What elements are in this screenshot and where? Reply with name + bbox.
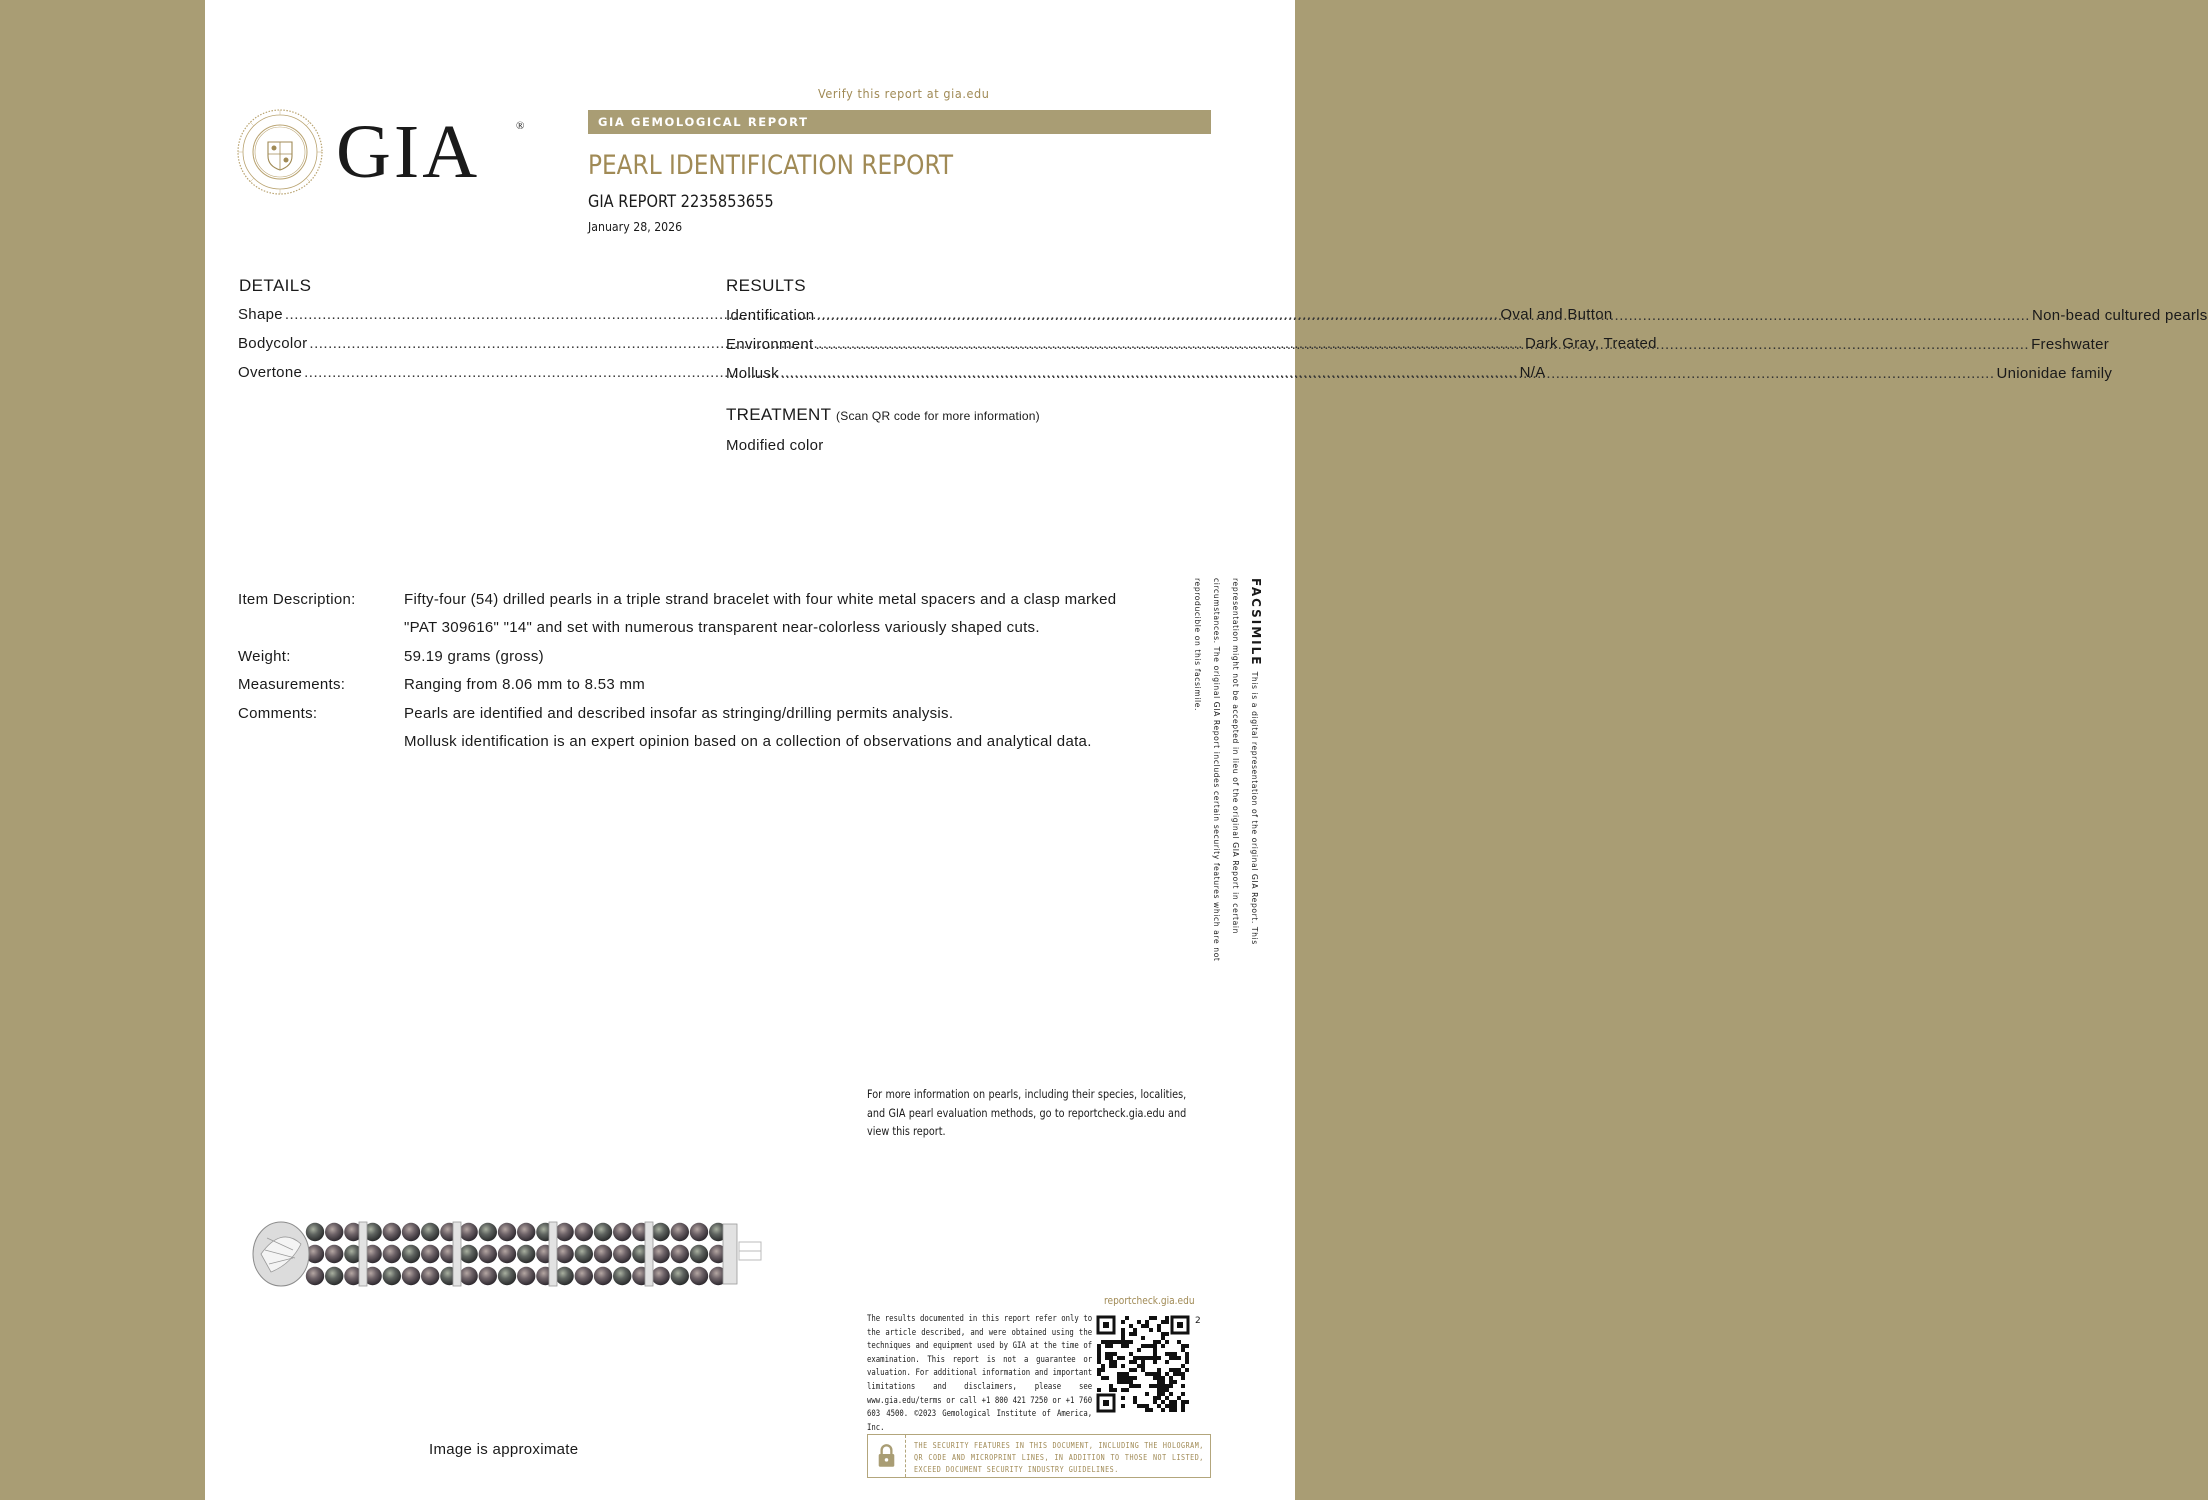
qr-module	[1117, 1340, 1121, 1344]
qr-module	[1121, 1364, 1125, 1368]
qr-module	[1153, 1384, 1157, 1388]
pearl	[671, 1245, 689, 1263]
pearl	[459, 1267, 477, 1285]
gia-seal-icon	[236, 108, 324, 196]
qr-module	[1145, 1392, 1149, 1396]
qr-module	[1121, 1356, 1125, 1360]
pearl	[325, 1267, 343, 1285]
qr-module	[1105, 1356, 1109, 1360]
pearl	[613, 1223, 631, 1241]
qr-module	[1141, 1356, 1145, 1360]
qr-module	[1097, 1388, 1101, 1392]
qr-module	[1121, 1340, 1125, 1344]
qr-module	[1109, 1388, 1113, 1392]
qr-module	[1121, 1332, 1125, 1336]
item-description-label: Item Description:	[238, 591, 356, 608]
qr-module	[1161, 1344, 1165, 1348]
qr-module	[1157, 1328, 1161, 1332]
qr-module	[1117, 1380, 1121, 1384]
pearl	[651, 1245, 669, 1263]
qr-module	[1109, 1352, 1113, 1356]
qr-module	[1109, 1384, 1113, 1388]
qr-module	[1161, 1392, 1165, 1396]
qr-module	[1157, 1380, 1161, 1384]
qr-module	[1133, 1384, 1137, 1388]
qr-module	[1165, 1316, 1169, 1320]
qr-module	[1133, 1368, 1137, 1372]
pearl	[498, 1267, 516, 1285]
qr-module	[1165, 1352, 1169, 1356]
qr-module	[1157, 1368, 1161, 1372]
qr-module	[1149, 1316, 1153, 1320]
result-value: Non-bead cultured pearls	[2031, 307, 2208, 324]
qr-module	[1181, 1376, 1185, 1380]
qr-module	[1153, 1352, 1157, 1356]
report-type-band: GIA GEMOLOGICAL REPORT	[588, 110, 1211, 134]
qr-module	[1145, 1324, 1149, 1328]
treatment-heading	[726, 405, 1040, 425]
measurements-label: Measurements:	[238, 676, 346, 693]
qr-module	[1161, 1384, 1165, 1388]
item-description-line2: "PAT 309616" "14" and set with numerous transparent near-colorless variously shaped cuts.	[404, 619, 1040, 636]
pearl	[459, 1245, 477, 1263]
qr-module	[1149, 1356, 1153, 1360]
qr-module	[1141, 1336, 1145, 1340]
gia-logo	[236, 108, 525, 198]
qr-module	[1157, 1324, 1161, 1328]
qr-module	[1161, 1408, 1165, 1412]
qr-module	[1165, 1360, 1169, 1364]
report-page	[205, 0, 2208, 1500]
qr-module	[1097, 1356, 1101, 1360]
qr-module	[1113, 1364, 1117, 1368]
qr-module	[1181, 1344, 1185, 1348]
qr-module	[1185, 1356, 1189, 1360]
result-label: Environment	[726, 336, 814, 353]
qr-module	[1137, 1404, 1141, 1408]
pearl	[306, 1223, 324, 1241]
qr-module	[1173, 1408, 1177, 1412]
qr-module	[1169, 1356, 1173, 1360]
qr-module	[1105, 1340, 1109, 1344]
qr-module	[1141, 1324, 1145, 1328]
result-value: Unionidae family	[1996, 365, 2113, 382]
qr-module	[1145, 1320, 1149, 1324]
qr-module	[1125, 1340, 1129, 1344]
qr-module	[1137, 1384, 1141, 1388]
qr-module	[1173, 1356, 1177, 1360]
qr-module	[1177, 1372, 1181, 1376]
pearl	[517, 1245, 535, 1263]
item-description-line1: Fifty-four (54) drilled pearls in a triple strand bracelet with four white metal spacers and a clasp marked	[404, 591, 1117, 608]
qr-module	[1173, 1372, 1177, 1376]
qr-module	[1137, 1364, 1141, 1368]
qr-module	[1185, 1368, 1189, 1372]
pearl	[498, 1223, 516, 1241]
qr-module	[1109, 1364, 1113, 1368]
qr-module	[1181, 1400, 1185, 1404]
qr-module	[1121, 1372, 1125, 1376]
pearl	[594, 1223, 612, 1241]
qr-module	[1169, 1384, 1173, 1388]
dot-leader	[816, 336, 2030, 353]
qr-module	[1181, 1408, 1185, 1412]
security-text: THE SECURITY FEATURES IN THIS DOCUMENT, INCLUDING THE HOLOGRAM, QR CODE AND MICROPRINT LINES, IN ADDITION TO THOSE NOT LISTED, EXCEED DOCUMENT SECURITY INDUSTRY GUIDELINES.	[914, 1441, 1204, 1474]
qr-module	[1181, 1364, 1185, 1368]
qr-module	[1153, 1372, 1157, 1376]
result-label: Mollusk	[726, 365, 779, 382]
comments-line2: Mollusk identification is an expert opinion based on a collection of observations and analytical data.	[404, 733, 1092, 750]
qr-module	[1113, 1360, 1117, 1364]
pearl	[325, 1245, 343, 1263]
report-date: January 28, 2026	[588, 219, 683, 234]
qr-module	[1169, 1404, 1173, 1408]
qr-module	[1121, 1404, 1125, 1408]
qr-module	[1165, 1340, 1169, 1344]
gia-wordmark: GIA	[336, 110, 481, 194]
qr-module	[1157, 1340, 1161, 1344]
qr-module	[1177, 1356, 1181, 1360]
qr-module	[1097, 1352, 1101, 1356]
detail-value: Oval and Button	[1500, 306, 1613, 323]
qr-module	[1133, 1356, 1137, 1360]
qr-module	[1133, 1360, 1137, 1364]
qr-module	[1153, 1316, 1157, 1320]
pearl	[555, 1245, 573, 1263]
qr-module	[1097, 1344, 1101, 1348]
qr-module	[1169, 1380, 1173, 1384]
qr-module	[1101, 1340, 1105, 1344]
weight-value: 59.19 grams (gross)	[404, 648, 544, 665]
weight-label: Weight:	[238, 648, 291, 665]
qr-module	[1105, 1344, 1109, 1348]
qr-module	[1157, 1356, 1161, 1360]
qr-module	[1121, 1388, 1125, 1392]
qr-module	[1117, 1376, 1121, 1380]
facsimile-note	[1193, 578, 1267, 980]
qr-module	[1097, 1368, 1101, 1372]
pearl	[671, 1267, 689, 1285]
qr-module	[1157, 1384, 1161, 1388]
qr-module	[1161, 1336, 1165, 1340]
qr-module	[1101, 1368, 1105, 1372]
qr-module	[1157, 1396, 1161, 1400]
pearl	[421, 1267, 439, 1285]
pearl	[459, 1223, 477, 1241]
results-heading: RESULTS	[726, 276, 806, 295]
qr-module	[1129, 1352, 1133, 1356]
qr-module	[1117, 1356, 1121, 1360]
qr-module	[1113, 1352, 1117, 1356]
qr-module	[1129, 1376, 1133, 1380]
qr-module	[1149, 1408, 1153, 1412]
qr-module	[1125, 1316, 1129, 1320]
lock-icon	[868, 1435, 906, 1477]
pearl	[651, 1223, 669, 1241]
detail-value: N/A	[1519, 364, 1546, 381]
qr-module	[1169, 1352, 1173, 1356]
qr-module	[1181, 1392, 1185, 1396]
pearl	[383, 1267, 401, 1285]
qr-module	[1173, 1404, 1177, 1408]
pearl	[575, 1223, 593, 1241]
qr-module	[1121, 1328, 1125, 1332]
pearl	[383, 1245, 401, 1263]
qr-module	[1125, 1380, 1129, 1384]
qr-module	[1125, 1372, 1129, 1376]
qr-module	[1177, 1396, 1181, 1400]
qr-module	[1177, 1368, 1181, 1372]
detail-label: Overtone	[238, 364, 303, 381]
qr-module	[1181, 1348, 1185, 1352]
qr-module	[1117, 1372, 1121, 1376]
pearl	[594, 1245, 612, 1263]
qr-module	[1129, 1360, 1133, 1364]
qr-module	[1161, 1332, 1165, 1336]
qr-module	[1173, 1352, 1177, 1356]
qr-module	[1137, 1320, 1141, 1324]
more-info-text: For more information on pearls, including their species, localities, and GIA pearl evaluation methods, go to reportcheck.gia.edu and view this report.	[867, 1087, 1187, 1138]
report-number: GIA REPORT 2235853655	[588, 192, 774, 212]
qr-module	[1149, 1344, 1153, 1348]
qr-module	[1137, 1348, 1141, 1352]
pearl	[555, 1223, 573, 1241]
qr-module	[1177, 1340, 1181, 1344]
pearl	[517, 1223, 535, 1241]
qr-module	[1121, 1336, 1125, 1340]
pearl	[383, 1223, 401, 1241]
qr-module	[1153, 1344, 1157, 1348]
qr-module	[1121, 1396, 1125, 1400]
qr-module	[1185, 1352, 1189, 1356]
qr-module	[1129, 1324, 1133, 1328]
qr-module	[1101, 1376, 1105, 1380]
qr-module	[1105, 1352, 1109, 1356]
qr-code-icon[interactable]	[1096, 1315, 1190, 1413]
qr-module	[1141, 1344, 1145, 1348]
details-heading: DETAILS	[239, 276, 312, 295]
pearl	[575, 1267, 593, 1285]
qr-module	[1129, 1380, 1133, 1384]
qr-module	[1125, 1376, 1129, 1380]
qr-index-number: 2	[1195, 1316, 1201, 1326]
qr-module	[1133, 1376, 1137, 1380]
qr-module	[1105, 1376, 1109, 1380]
qr-module	[1185, 1400, 1189, 1404]
qr-module	[1125, 1388, 1129, 1392]
qr-module	[1153, 1356, 1157, 1360]
qr-module	[1161, 1400, 1165, 1404]
qr-module	[1165, 1396, 1169, 1400]
qr-module	[1161, 1388, 1165, 1392]
pearl	[402, 1267, 420, 1285]
qr-module	[1141, 1364, 1145, 1368]
report-title: PEARL IDENTIFICATION REPORT	[588, 150, 954, 181]
facsimile-title: FACSIMILE	[1249, 578, 1263, 667]
pearl	[421, 1245, 439, 1263]
qr-module	[1149, 1372, 1153, 1376]
qr-module	[1109, 1356, 1113, 1360]
pearl	[402, 1245, 420, 1263]
qr-module	[1165, 1320, 1169, 1324]
image-approximate-note: Image is approximate	[429, 1441, 579, 1458]
qr-module	[1153, 1340, 1157, 1344]
pearl	[690, 1267, 708, 1285]
pearl	[479, 1245, 497, 1263]
qr-module	[1165, 1404, 1169, 1408]
qr-module	[1153, 1360, 1157, 1364]
qr-module	[1153, 1376, 1157, 1380]
qr-module	[1161, 1380, 1165, 1384]
qr-module	[1133, 1328, 1137, 1332]
security-notice	[867, 1434, 1211, 1478]
qr-module	[1145, 1404, 1149, 1408]
comments-label: Comments:	[238, 705, 318, 722]
qr-module	[1153, 1396, 1157, 1400]
bracelet-image	[249, 1214, 769, 1294]
pearl	[594, 1267, 612, 1285]
qr-module	[1169, 1376, 1173, 1380]
disclaimer-text: The results documented in this report refer only to the article described, and were obtained using the techniques and equipment used by GIA at the time of examination. This report is not a guarantee or valuation. For additional information and important limitations and disclaimers, please see www.gia.edu/terms or call +1 800 421 7250 or +1 760 603 4500. ©2023 Gemological Institute of America, Inc.	[867, 1314, 1093, 1433]
detail-value: Dark Gray, Treated	[1524, 335, 1657, 352]
qr-module	[1141, 1360, 1145, 1364]
qr-module	[1101, 1364, 1105, 1368]
treatment-note: (Scan QR code for more information)	[836, 409, 1040, 423]
qr-module	[1169, 1408, 1173, 1412]
registered-mark: ®	[516, 120, 525, 132]
qr-module	[1165, 1372, 1169, 1376]
pearl	[325, 1223, 343, 1241]
pearl	[479, 1223, 497, 1241]
qr-module	[1129, 1340, 1133, 1344]
result-label: Identification	[726, 307, 815, 324]
comments-line1: Pearls are identified and described insofar as stringing/drilling permits analysis.	[404, 705, 954, 722]
pearl	[479, 1267, 497, 1285]
qr-module	[1109, 1360, 1113, 1364]
qr-module	[1173, 1368, 1177, 1372]
qr-module	[1129, 1332, 1133, 1336]
pearl	[575, 1245, 593, 1263]
pearl	[402, 1223, 420, 1241]
pearl	[613, 1267, 631, 1285]
qr-module	[1097, 1360, 1101, 1364]
verify-link[interactable]: Verify this report at gia.edu	[818, 86, 990, 101]
qr-module	[1145, 1372, 1149, 1376]
treatment-value: Modified color	[726, 437, 824, 454]
qr-module	[1157, 1404, 1161, 1408]
qr-module	[1121, 1344, 1125, 1348]
qr-module	[1129, 1384, 1133, 1388]
qr-module	[1149, 1384, 1153, 1388]
qr-module	[1121, 1380, 1125, 1384]
qr-module	[1097, 1348, 1101, 1352]
qr-module	[1137, 1356, 1141, 1360]
qr-module	[1133, 1400, 1137, 1404]
qr-module	[1121, 1376, 1125, 1380]
pearl	[498, 1245, 516, 1263]
qr-module	[1157, 1392, 1161, 1396]
facsimile-text: This is a digital representation of the original GIA Report. This representation might not be accepted in lieu of the original GIA Report in certain circumstances. The original GIA Report includes certain security features which are not reproducible on this facsimile.	[1193, 578, 1259, 962]
qr-module	[1157, 1388, 1161, 1392]
qr-module	[1181, 1384, 1185, 1388]
qr-module	[1157, 1372, 1161, 1376]
qr-module	[1141, 1404, 1145, 1408]
qr-module	[1097, 1372, 1101, 1376]
qr-module	[1109, 1340, 1113, 1344]
qr-module	[1181, 1372, 1185, 1376]
measurements-value: Ranging from 8.06 mm to 8.53 mm	[404, 676, 646, 693]
qr-module	[1169, 1368, 1173, 1372]
qr-module	[1109, 1344, 1113, 1348]
qr-module	[1145, 1356, 1149, 1360]
qr-module	[1165, 1332, 1169, 1336]
qr-module	[1145, 1408, 1149, 1412]
qr-module	[1153, 1400, 1157, 1404]
treatment-title: TREATMENT	[726, 405, 832, 424]
qr-module	[1121, 1320, 1125, 1324]
qr-module	[1153, 1348, 1157, 1352]
qr-module	[1161, 1376, 1165, 1380]
qr-module	[1145, 1344, 1149, 1348]
qr-module	[1161, 1320, 1165, 1324]
qr-module	[1141, 1368, 1145, 1372]
pearl	[671, 1223, 689, 1241]
qr-module	[1165, 1384, 1169, 1388]
qr-module	[1133, 1396, 1137, 1400]
qr-module	[1181, 1404, 1185, 1408]
qr-module	[1113, 1340, 1117, 1344]
qr-module	[1173, 1380, 1177, 1384]
qr-module	[1133, 1332, 1137, 1336]
pearl	[651, 1267, 669, 1285]
qr-module	[1173, 1400, 1177, 1404]
qr-module	[1157, 1376, 1161, 1380]
pearl	[613, 1245, 631, 1263]
qr-module	[1165, 1388, 1169, 1392]
pearl	[555, 1267, 573, 1285]
result-value: Freshwater	[2031, 336, 2110, 353]
qr-module	[1113, 1388, 1117, 1392]
pearl	[690, 1245, 708, 1263]
dot-leader	[781, 365, 1995, 382]
qr-module	[1149, 1328, 1153, 1332]
qr-module	[1169, 1400, 1173, 1404]
reportcheck-link[interactable]: reportcheck.gia.edu	[1104, 1295, 1195, 1307]
detail-label: Bodycolor	[238, 335, 308, 352]
pearl	[421, 1223, 439, 1241]
pearl	[306, 1267, 324, 1285]
qr-module	[1185, 1360, 1189, 1364]
pearl	[517, 1267, 535, 1285]
detail-label: Shape	[238, 306, 283, 323]
pearl	[690, 1223, 708, 1241]
qr-module	[1169, 1392, 1173, 1396]
qr-module	[1125, 1344, 1129, 1348]
qr-module	[1185, 1344, 1189, 1348]
dot-leader	[816, 307, 2030, 324]
qr-module	[1129, 1368, 1133, 1372]
